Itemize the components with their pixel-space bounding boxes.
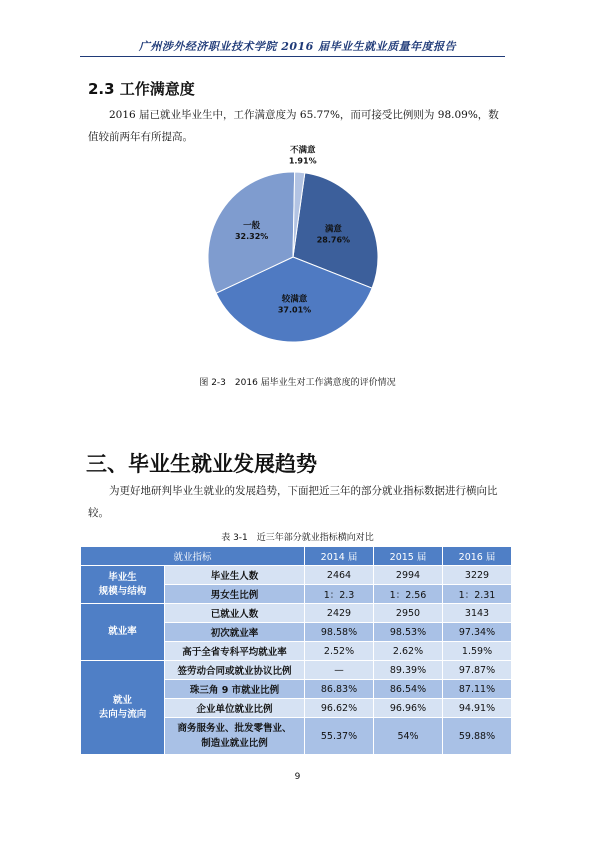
pie-value-4: 1.91% [288, 156, 317, 166]
row-value: 1.59% [443, 642, 512, 661]
table-row [81, 566, 512, 585]
row-value: 2994 [374, 566, 443, 585]
row-value: 96.62% [305, 699, 374, 718]
row-value: 97.87% [443, 661, 512, 680]
row-value: 3143 [443, 604, 512, 623]
row-value: 2464 [305, 566, 374, 585]
header-rule [80, 56, 505, 57]
page-header: 广州涉外经济职业技术学院 2016 届毕业生就业质量年度报告 [138, 40, 457, 53]
pie-value-2: 37.01% [277, 305, 312, 315]
pie-label-3: 一般 [243, 221, 261, 232]
row-indicator: 签劳动合同或就业协议比例 [165, 661, 305, 680]
row-value: 1：2.31 [443, 585, 512, 604]
row-value: 89.39% [374, 661, 443, 680]
satisfaction-pie-chart [190, 145, 410, 365]
row-indicator: 已就业人数 [165, 604, 305, 623]
row-value: — [305, 661, 374, 680]
row-value: 94.91% [443, 699, 512, 718]
row-indicator: 珠三角 9 市就业比例 [165, 680, 305, 699]
row-indicator-text: 商务服务业、批发零售业、 制造业就业比例 [177, 723, 292, 749]
table-caption: 表 3-1 近三年部分就业指标横向对比 [221, 533, 374, 543]
group-label: 就业 去向与流向 [98, 694, 147, 720]
pie-svg [190, 145, 410, 365]
trend-paragraph: 为更好地研判毕业生就业的发展趋势，下面把近三年的部分就业指标数据进行横向比较。 [88, 485, 498, 519]
row-value: 98.53% [374, 623, 443, 642]
row-indicator: 男女生比例 [165, 585, 305, 604]
pie-label-4: 不满意 [289, 145, 316, 156]
row-value: 97.34% [443, 623, 512, 642]
row-value: 86.54% [374, 680, 443, 699]
table-header-row [81, 547, 512, 566]
pie-label-1: 满意 [324, 224, 342, 235]
row-value: 59.88% [443, 718, 512, 755]
row-indicator: 高于全省专科平均就业率 [165, 642, 305, 661]
pie-label-2: 较满意 [281, 294, 308, 305]
row-value: 2950 [374, 604, 443, 623]
row-value: 1：2.56 [374, 585, 443, 604]
header-2016: 2016 届 [443, 547, 512, 566]
table-row [81, 604, 512, 623]
header-indicator: 就业指标 [81, 547, 305, 566]
row-value: 87.11% [443, 680, 512, 699]
group-label: 毕业生 规模与结构 [98, 571, 147, 597]
page-number: 9 [294, 772, 301, 782]
group-scale-structure [81, 566, 165, 604]
section-title: 2.3 工作满意度 [88, 80, 195, 98]
row-value: 55.37% [305, 718, 374, 755]
row-value: 98.58% [305, 623, 374, 642]
table-row [81, 661, 512, 680]
satisfaction-paragraph: 2016 届已就业毕业生中，工作满意度为 65.77%，而可接受比例则为 98.09%，数值较前两年有所提高。 [88, 109, 499, 143]
indicator-table [80, 546, 512, 755]
row-value: 2.52% [305, 642, 374, 661]
group-destination-flow [81, 661, 165, 755]
pie-value-3: 32.32% [234, 232, 269, 242]
row-value: 54% [374, 718, 443, 755]
figure-caption: 图 2-3 2016 届毕业生对工作满意度的评价情况 [199, 378, 396, 388]
row-indicator [165, 718, 305, 755]
row-value: 2.62% [374, 642, 443, 661]
row-indicator: 毕业生人数 [165, 566, 305, 585]
pie-value-1: 28.76% [316, 235, 351, 245]
row-indicator: 初次就业率 [165, 623, 305, 642]
row-value: 86.83% [305, 680, 374, 699]
chapter-title: 三、毕业生就业发展趋势 [86, 452, 317, 476]
header-2014: 2014 届 [305, 547, 374, 566]
row-value: 2429 [305, 604, 374, 623]
group-label: 就业率 [108, 626, 137, 637]
row-indicator: 企业单位就业比例 [165, 699, 305, 718]
header-2015: 2015 届 [374, 547, 443, 566]
group-employment-rate [81, 604, 165, 661]
row-value: 96.96% [374, 699, 443, 718]
row-value: 3229 [443, 566, 512, 585]
row-value: 1：2.3 [305, 585, 374, 604]
